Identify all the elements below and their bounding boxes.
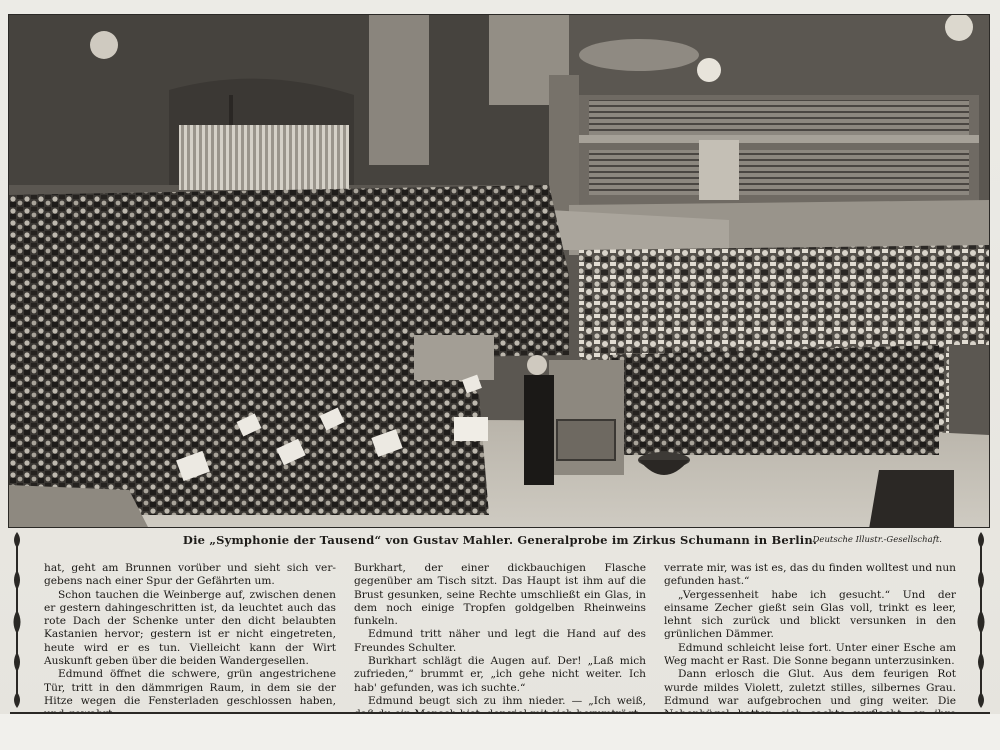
photo-caption (10, 533, 990, 551)
concert-photograph (8, 14, 990, 528)
text-column-1 (44, 562, 336, 710)
left-border-ornament (10, 530, 24, 710)
paragraph: Schon tauchen die Weinberge auf, zwischen denen er gestern dahingeschritten ist, da leuchtet auch das rote Dach der Schenke unter den dicht belaubten Kastanien hervor; gestern ist er nicht eingetreten, heute wird er es tun. Vielleicht kann der Wirt Auskunft geben über die beiden Wandergesellen. (44, 588, 336, 668)
right-border-ornament (974, 530, 988, 710)
paragraph: hat, geht am Brunnen vorüber und sieht sich vergebens nach einer Spur der Gefährten um. (44, 562, 336, 588)
paragraph: Burkhart schlägt die Augen auf. Der! „Laß mich zufrieden,“ brummt er, „ich gehe nicht weiter. Ich hab' gefunden, was ich suchte.“ (354, 655, 646, 694)
paragraph: Edmund tritt näher und legt die Hand auf des Freundes Schulter. (354, 628, 646, 654)
paragraph: Edmund schleicht leise fort. Unter einer Esche am Weg macht er Rast. Die Sonne begann unterzusinken. (664, 641, 956, 668)
paragraph: verrate mir, was ist es, das du finden wolltest und nun gefunden hast.“ (664, 562, 956, 588)
paragraph: Edmund beugt sich zu ihm nieder. — „Ich weiß, (368, 694, 646, 707)
paragraph: Edmund öffnet die schwere, grün angestrichene Tür, tritt in den dämmrigen Raum, in dem sie der Hitze wegen die Fensterladen geschlossen haben, (44, 668, 336, 707)
page-margin (0, 714, 1000, 750)
paragraph: Dann erlosch die Glut. Aus dem feurigen Rot wurde mildes Violett, zuletzt stilles, silbernes Grau. Edmund war aufgebrochen und ging weiter. Die (664, 668, 956, 707)
paragraph: Burkhart, der einer dickbauchigen Flasche gegenüber am Tisch sitzt. Das Haupt ist ihm auf die Brust gesunken, seine Rechte umschließt ein Glas, in dem noch einige Tropfen goldgelben Rheinweins funkeln. (354, 562, 646, 628)
text-column-2 (354, 562, 646, 710)
article-columns (44, 562, 958, 710)
photo-drawing (9, 15, 990, 528)
photo-credit: Deutsche Illustr.-Gesellschaft. (812, 535, 942, 545)
paragraph: „Vergessenheit habe ich gesucht.“ Und der einsame Zecher gießt sein Glas voll, trinkt es leer, lehnt sich zurück und blickt versunken in den grünlichen Dämmer. (664, 588, 956, 641)
caption-title: Die „Symphonie der Tausend“ von Gustav Mahler. Generalprobe im Zirkus Schumann in Berlin. (182, 533, 818, 547)
text-column-3 (664, 562, 956, 710)
